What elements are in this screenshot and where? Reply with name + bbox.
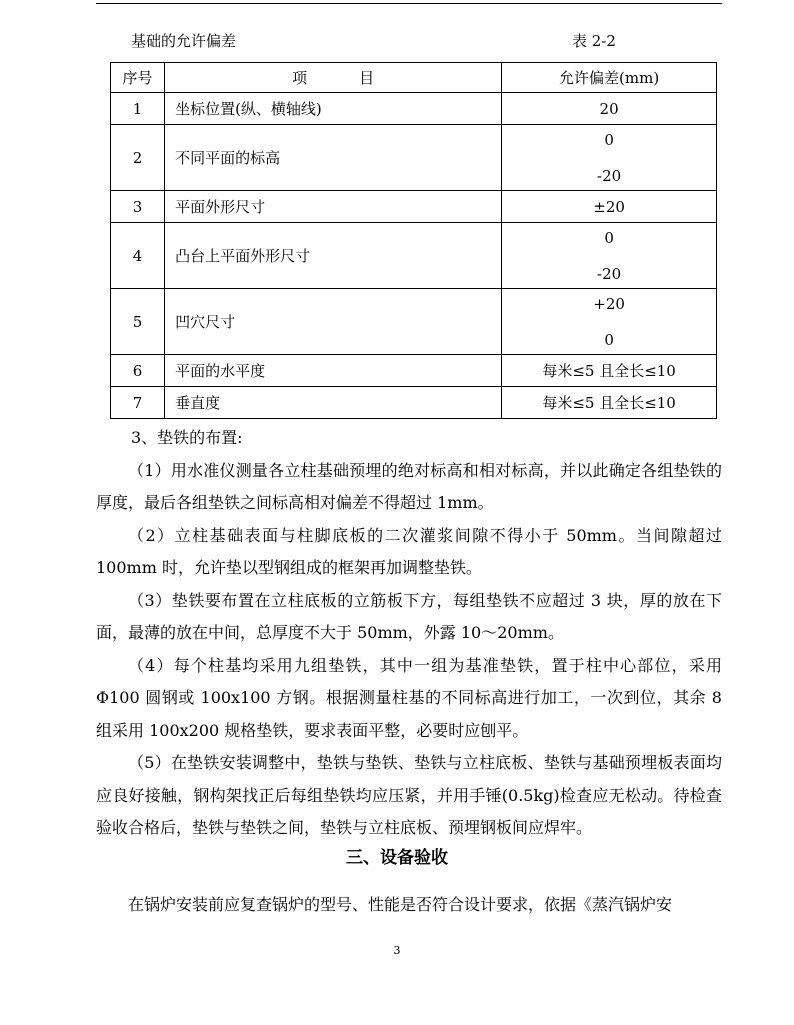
row-value-lower: -20	[597, 166, 622, 185]
table-header-row	[111, 63, 717, 93]
header-rule	[96, 3, 722, 4]
row-item: 凹穴尺寸	[165, 289, 502, 355]
table-number: 表 2-2	[572, 32, 616, 50]
row-no: 4	[111, 223, 165, 289]
body-section	[96, 422, 722, 845]
table-row	[111, 125, 717, 191]
row-value-stack	[502, 289, 717, 355]
row-no: 6	[111, 355, 165, 387]
table-row	[111, 355, 717, 387]
row-no: 2	[111, 125, 165, 191]
row-no: 3	[111, 191, 165, 223]
row-value: ±20	[502, 191, 717, 223]
table-row	[111, 191, 717, 223]
row-value-stack	[502, 223, 717, 289]
row-item: 平面的水平度	[165, 355, 502, 387]
paragraph: （2）立柱基础表面与柱脚底板的二次灌浆间隙不得小于 50mm。当间隙超过100mm 时，允许垫以型钢组成的框架再加调整垫铁。	[96, 525, 722, 577]
paragraph: （4）每个柱基均采用九组垫铁，其中一组为基准垫铁，置于柱中心部位，采用Φ100 圆钢或 100x100 方钢。根据测量柱基的不同标高进行加工，一次到位，其余 8 组采用 100x200 规格垫铁，要求表面平整，必要时应刨平。	[96, 655, 722, 740]
tolerance-table	[110, 62, 717, 419]
table-row	[111, 223, 717, 289]
paragraph: 在锅炉安装前应复查锅炉的型号、性能是否符合设计要求，依据《蒸汽锅炉安	[128, 895, 673, 914]
row-value-lower: -20	[597, 264, 622, 283]
row-item: 不同平面的标高	[165, 125, 502, 191]
row-no: 1	[111, 93, 165, 125]
subheading: 3、垫铁的布置:	[131, 428, 243, 447]
row-value-upper: 0	[604, 228, 614, 247]
row-no: 7	[111, 387, 165, 419]
row-value: 每米≤5 且全长≤10	[502, 355, 717, 387]
row-value-upper: 0	[604, 130, 614, 149]
table-title: 基础的允许偏差	[131, 32, 237, 50]
header-no: 序号	[111, 63, 165, 93]
row-value: 20	[502, 93, 717, 125]
header-item-part1: 项	[292, 69, 308, 87]
section-title: 三、设备验收	[346, 848, 448, 868]
paragraph: （3）垫铁要布置在立柱底板的立筋板下方，每组垫铁不应超过 3 块，厚的放在下面，最薄的放在中间，总厚度不大于 50mm，外露 10～20mm。	[96, 590, 722, 642]
page-number: 3	[393, 944, 401, 957]
table-row	[111, 93, 717, 125]
header-item	[165, 63, 502, 93]
header-tolerance: 允许偏差(mm)	[502, 63, 717, 93]
row-value-stack	[502, 125, 717, 191]
table-row	[111, 289, 717, 355]
header-item-part2: 目	[359, 69, 375, 87]
row-item: 平面外形尺寸	[165, 191, 502, 223]
row-item: 凸台上平面外形尺寸	[165, 223, 502, 289]
paragraph: （5）在垫铁安装调整中，垫铁与垫铁、垫铁与立柱底板、垫铁与基础预埋板表面均应良好接触，钢构架找正后每组垫铁均应压紧，并用手锤(0.5kg)检查应无松动。待检查验收合格后，垫铁与垫铁之间，垫铁与立柱底板、预埋钢板间应焊牢。	[96, 753, 722, 837]
row-item: 垂直度	[165, 387, 502, 419]
row-value-lower: 0	[604, 330, 614, 349]
row-value-upper: +20	[593, 294, 625, 313]
section-body	[96, 889, 722, 922]
row-item: 坐标位置(纵、横轴线)	[165, 93, 502, 125]
paragraph: （1）用水准仪测量各立柱基础预埋的绝对标高和相对标高，并以此确定各组垫铁的厚度，最后各组垫铁之间标高相对偏差不得超过 1mm。	[96, 460, 722, 512]
table-row	[111, 387, 717, 419]
row-no: 5	[111, 289, 165, 355]
row-value: 每米≤5 且全长≤10	[502, 387, 717, 419]
